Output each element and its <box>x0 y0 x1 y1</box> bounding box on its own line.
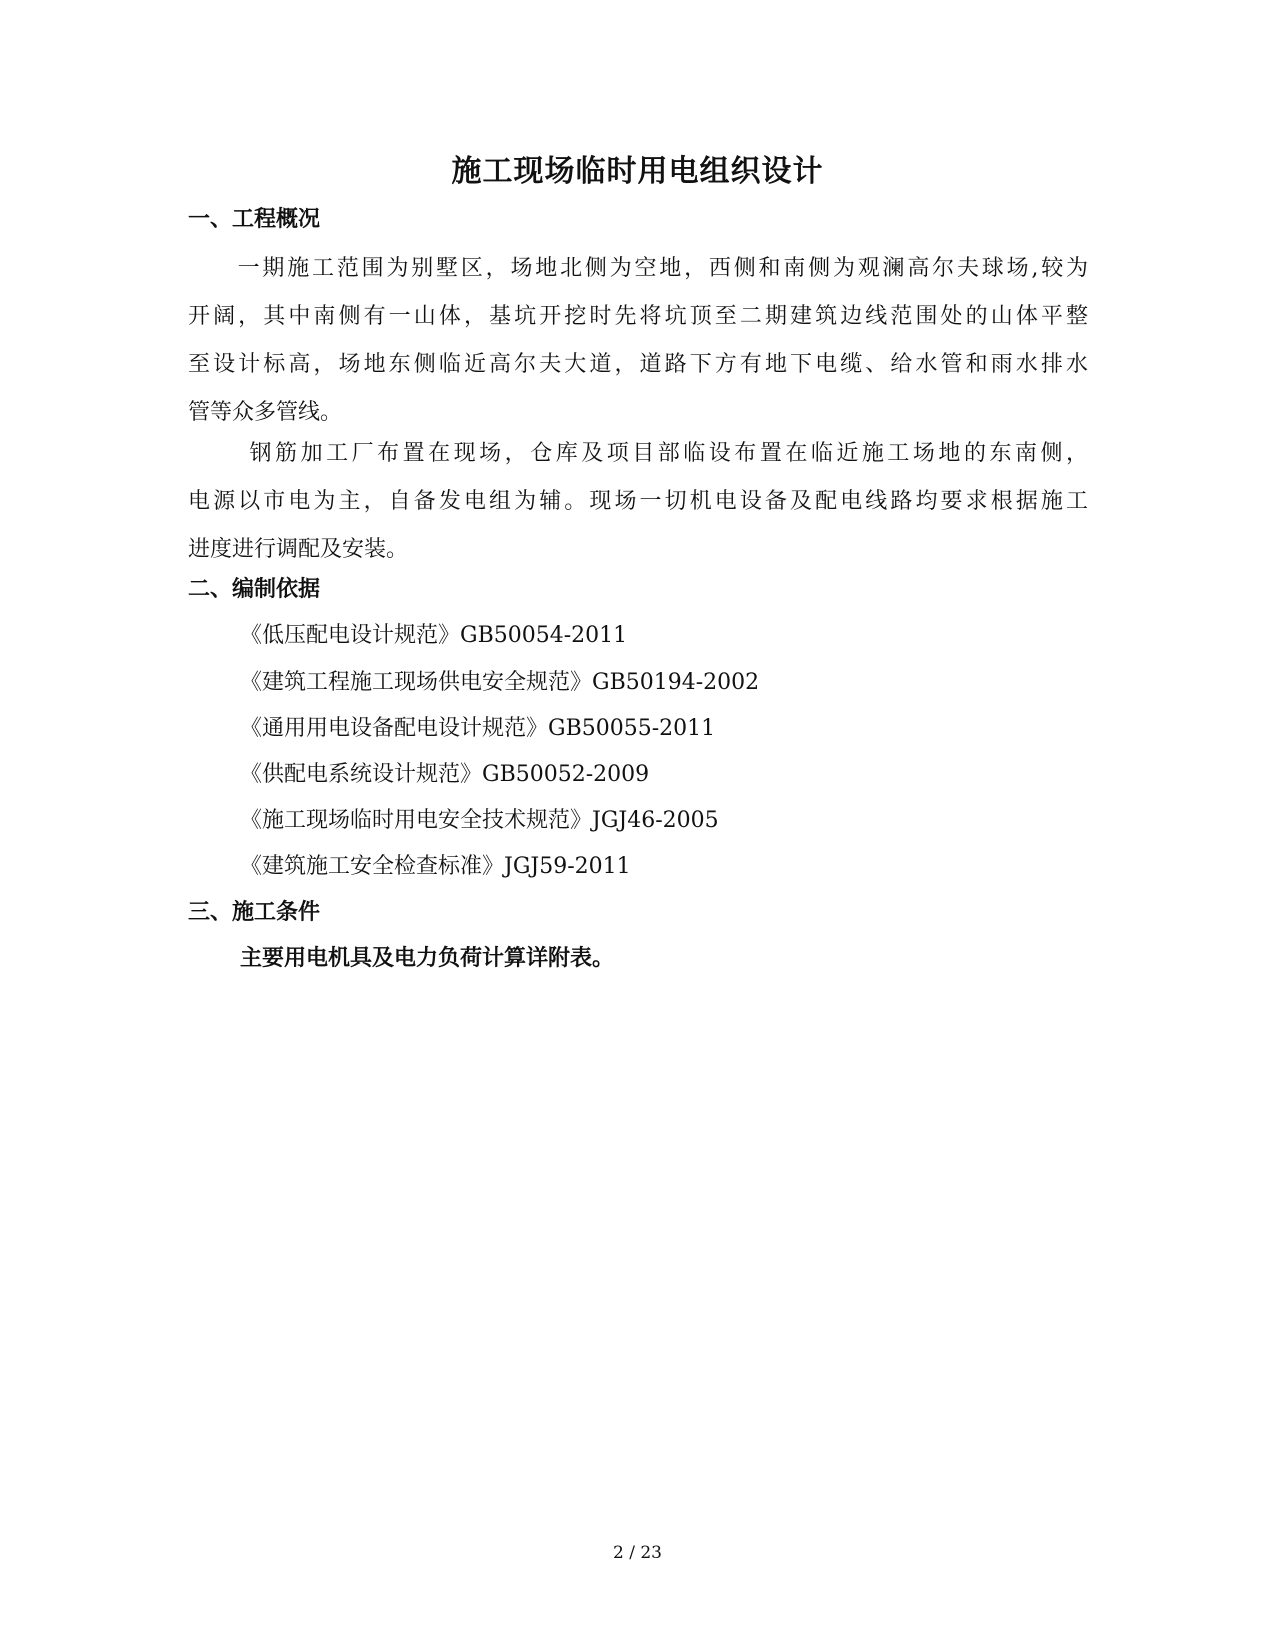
section-3-heading: 三、施工条件 <box>188 900 321 925</box>
reference-item: 《施工现场临时用电安全技术规范》JGJ46-2005 <box>240 808 719 833</box>
section-3-text: 主要用电机具及电力负荷计算详附表。 <box>240 946 615 971</box>
section-1-paragraph-2 <box>188 430 1088 574</box>
reference-item: 《供配电系统设计规范》GB50052-2009 <box>240 762 650 787</box>
paragraph-line: 电源以市电为主，自备发电组为辅。现场一切机电设备及配电线路均要求根据施工 <box>188 489 1088 514</box>
reference-item: 《建筑施工安全检查标准》JGJ59-2011 <box>240 854 631 879</box>
paragraph-line: 一期施工范围为别墅区，场地北侧为空地，西侧和南侧为观澜高尔夫球场,较为 <box>188 256 1088 281</box>
reference-item: 《通用用电设备配电设计规范》GB50055-2011 <box>240 716 716 741</box>
paragraph-line: 至设计标高，场地东侧临近高尔夫大道，道路下方有地下电缆、给水管和雨水排水 <box>188 352 1088 377</box>
section-1-paragraph-1 <box>188 245 1088 437</box>
paragraph-line: 开阔，其中南侧有一山体，基坑开挖时先将坑顶至二期建筑边线范围处的山体平整 <box>188 304 1088 329</box>
section-2-heading: 二、编制依据 <box>188 577 321 602</box>
paragraph-line: 管等众多管线。 <box>188 400 343 425</box>
page-number: 2 / 23 <box>613 1543 662 1563</box>
paragraph-line: 进度进行调配及安装。 <box>188 537 409 562</box>
paragraph-line: 钢筋加工厂布置在现场，仓库及项目部临设布置在临近施工场地的东南侧， <box>188 441 1088 466</box>
reference-item: 《建筑工程施工现场供电安全规范》GB50194-2002 <box>240 670 760 695</box>
document-title: 施工现场临时用电组织设计 <box>451 154 824 189</box>
section-1-heading: 一、工程概况 <box>188 207 321 232</box>
reference-item: 《低压配电设计规范》GB50054-2011 <box>240 623 628 648</box>
